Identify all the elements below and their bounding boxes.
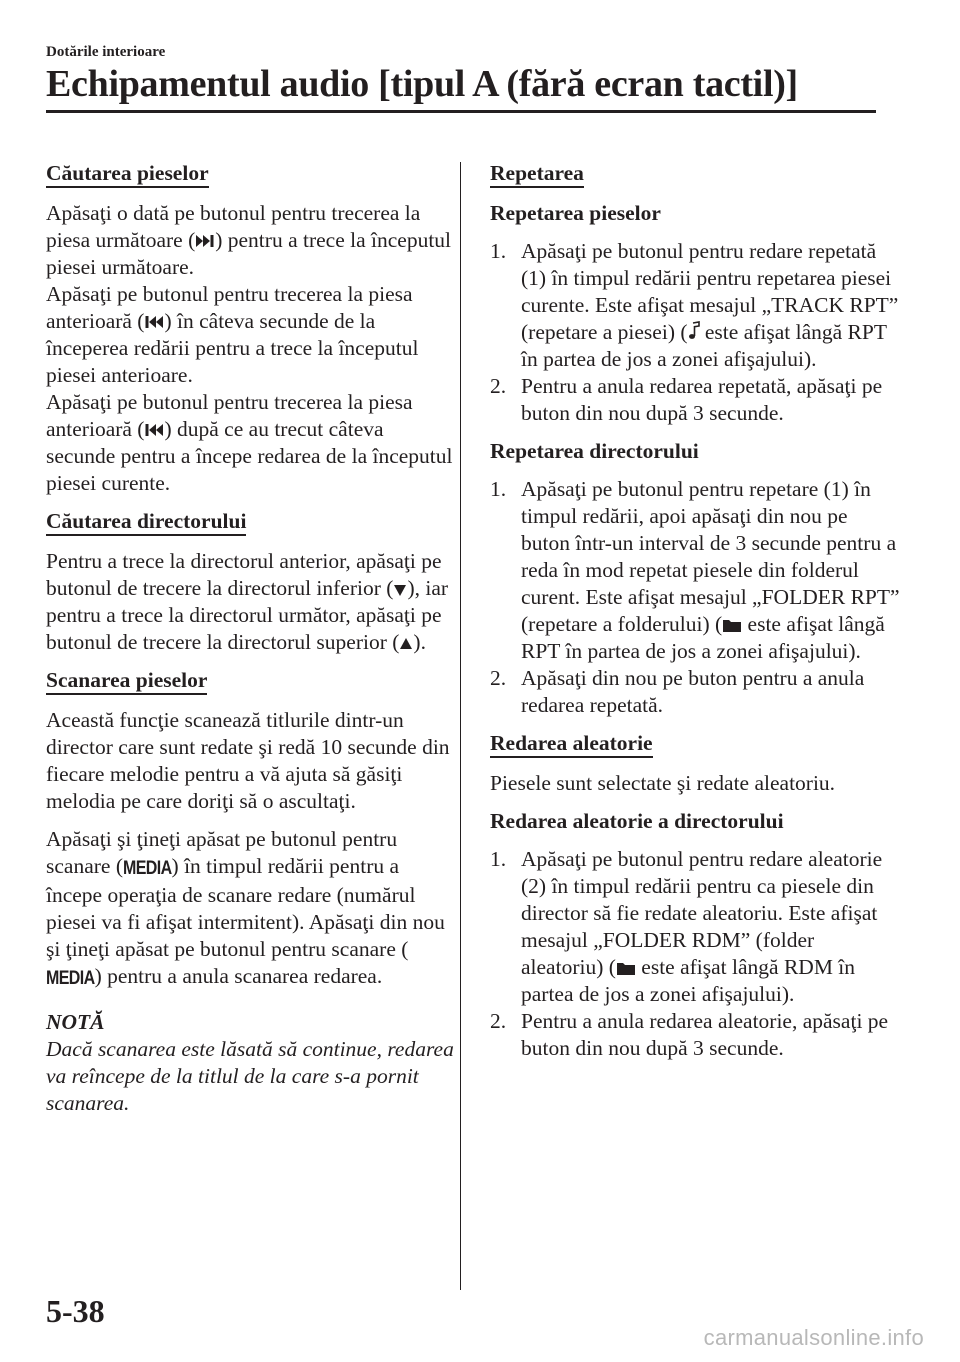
folder-up-icon	[399, 637, 413, 651]
folder-icon	[616, 960, 636, 976]
text: ) în timpul redării pentru a începe operaţia de scanare redare (numărul piesei va fi afişat intermitent). Apăsaţi din nou şi ţineţi apăsat pe butonul pentru scanare (	[46, 854, 445, 961]
subheading-folder-repeat: Repetarea directorului	[490, 439, 699, 463]
heading-track-search: Căutarea pieselor	[46, 161, 209, 188]
page-number: 5-38	[46, 1293, 105, 1329]
next-track-icon	[195, 233, 215, 249]
list-item	[490, 846, 900, 1008]
column-divider	[460, 162, 461, 1290]
media-button-icon: MEDIA	[46, 968, 95, 989]
list-track-repeat	[490, 238, 900, 427]
folder-icon	[722, 617, 742, 633]
text: ), iar pentru a trece la directorul următor, apăsaţi pe butonul de trecere la directorul superior (	[46, 576, 449, 654]
list-item	[490, 238, 900, 373]
item-number: 2.	[490, 1009, 507, 1033]
page-title: Echipamentul audio [tipul A (fără ecran tactil)]	[46, 63, 798, 105]
item-text	[521, 846, 900, 1008]
list-folder-repeat	[490, 476, 900, 719]
paragraph-random: Piesele sunt selectate şi redate aleatoriu.	[490, 771, 836, 795]
text: Apăsaţi pe butonul pentru repetare (1) în timpul redării, apoi apăsaţi din nou pe buton într-un interval de 3 secunde pentru a reda în mod repetat piesele din folderul curent. Este afişat mesajul „FOLDER RPT” (repetare a folderului) (	[521, 477, 900, 636]
text: Apăsaţi pe butonul pentru redare aleatorie (2) în timpul redării pentru ca piesele din director să fie redate aleatoriu. Este afişat mesajul „FOLDER RDM” (folder aleatoriu) (	[521, 847, 883, 979]
section-label: Dotările interioare	[46, 44, 166, 60]
header-rule	[46, 110, 876, 113]
item-text: Apăsaţi din nou pe buton pentru a anula redarea repetată.	[521, 666, 865, 717]
folder-down-icon	[393, 583, 407, 597]
text: Apăsaţi pe butonul pentru redare repetată (1) în timpul redării pentru repetarea piesei curente. Este afişat mesajul „TRACK RPT” (repetare a piesei) (	[521, 239, 899, 344]
list-item	[490, 1008, 900, 1062]
text: Apăsaţi pe butonul pentru trecerea la piesa anterioară (	[46, 282, 413, 333]
text: ) pentru a anula scanarea redarea.	[94, 964, 383, 988]
item-text: Pentru a anula redarea repetată, apăsaţi pe buton din nou după 3 secunde.	[521, 374, 883, 425]
item-text	[521, 476, 900, 665]
music-note-icon	[688, 321, 700, 341]
note-heading: NOTĂ	[46, 1010, 105, 1034]
item-number: 1.	[490, 847, 507, 871]
item-number: 1.	[490, 239, 507, 263]
text: Apăsaţi o dată pe butonul pentru trecerea la piesa următoare (	[46, 201, 421, 252]
text: ) pentru a trece la începutul piesei următoare.	[46, 228, 452, 279]
text: ) în câteva secunde de la începerea redării pentru a trece la începutul piesei anterioare.	[46, 309, 419, 387]
item-text	[521, 238, 900, 373]
text: este afişat lângă RPT în partea de jos a zonei afişajului).	[521, 612, 885, 663]
text: ) după ce au trecut câteva secunde pentru a începe redarea de la începutul piesei curente.	[46, 417, 453, 495]
item-number: 2.	[490, 374, 507, 398]
paragraph-folder-search	[46, 548, 456, 656]
list-item	[490, 476, 900, 665]
text: Apăsaţi pe butonul pentru trecerea la piesa anterioară (	[46, 390, 413, 441]
subheading-track-repeat: Repetarea pieselor	[490, 201, 661, 225]
paragraph-track-search	[46, 200, 456, 497]
media-button-icon: MEDIA	[122, 858, 172, 879]
paragraph-scan-1: Această funcţie scanează titlurile dintr-un director care sunt redate şi redă 10 secunde din fiecare melodie pentru a vă ajuta să găsiţi melodia pe care doriţi să o ascultaţi.	[46, 708, 450, 813]
previous-track-icon	[144, 422, 164, 438]
paragraph-scan-2	[46, 826, 456, 992]
text: ).	[413, 630, 426, 654]
left-column	[46, 160, 456, 1117]
note-text: Dacă scanarea este lăsată să continue, redarea va reîncepe de la titlul de la care s-a pornit scanarea.	[46, 1037, 454, 1115]
text: Pentru a trece la directorul anterior, apăsaţi pe butonul de trecere la directorul inferior (	[46, 549, 442, 600]
right-column	[490, 160, 900, 1073]
list-folder-random	[490, 846, 900, 1062]
list-item	[490, 373, 900, 427]
item-number: 2.	[490, 666, 507, 690]
subheading-folder-random: Redarea aleatorie a directorului	[490, 809, 784, 833]
heading-folder-search: Căutarea directorului	[46, 509, 246, 536]
watermark: carmanualsonline.info	[703, 1325, 924, 1350]
item-text: Pentru a anula redarea aleatorie, apăsaţi pe buton din nou după 3 secunde.	[521, 1009, 889, 1060]
text: este afişat lângă RDM în partea de jos a zonei afişajului).	[521, 955, 856, 1006]
text: Apăsaţi şi ţineţi apăsat pe butonul pentru scanare (	[46, 827, 398, 878]
list-item	[490, 665, 900, 719]
heading-scan: Scanarea pieselor	[46, 668, 207, 695]
item-number: 1.	[490, 477, 507, 501]
heading-random: Redarea aleatorie	[490, 731, 653, 758]
previous-track-icon	[144, 314, 164, 330]
text: este afişat lângă RPT în partea de jos a zonei afişajului).	[521, 320, 887, 371]
heading-repeat: Repetarea	[490, 161, 584, 188]
